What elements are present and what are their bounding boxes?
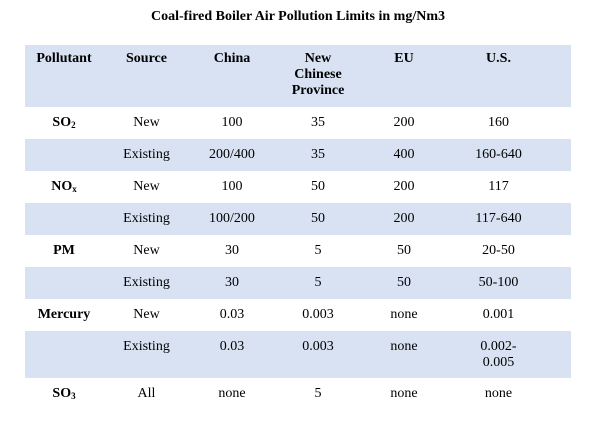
eu-cell: none	[390, 307, 418, 322]
source-cell: New	[133, 179, 160, 194]
pollutant-cell	[25, 203, 103, 235]
us-cell: 117-640	[475, 211, 522, 226]
header-source: Source	[126, 51, 167, 66]
source-cell: Existing	[123, 339, 170, 354]
eu-cell: none	[390, 339, 418, 354]
china-cell: 100	[221, 179, 243, 194]
us-cell: 160-640	[475, 147, 522, 162]
pollutant-cell: Mercury	[37, 307, 91, 322]
province-cell: 0.003	[302, 339, 334, 354]
us-cell: 160	[488, 115, 509, 130]
us-cell: 0.001	[482, 307, 515, 322]
us-cell: none	[484, 386, 513, 401]
us-cell: 0.002-0.005	[480, 339, 517, 370]
pollutant-cell: PM	[53, 243, 75, 258]
header-row	[25, 45, 571, 107]
table-row	[25, 139, 571, 171]
source-cell: All	[137, 386, 156, 401]
table-row	[25, 378, 571, 410]
source-cell: New	[133, 243, 160, 258]
source-cell: Existing	[123, 211, 170, 226]
header-pollutant: Pollutant	[36, 51, 92, 66]
us-cell: 50-100	[478, 275, 519, 290]
pollutant-cell: $NO_x$	[51, 179, 77, 194]
table-row	[25, 203, 571, 235]
province-cell: 35	[311, 115, 325, 130]
source-cell: Existing	[123, 275, 170, 290]
province-cell: 35	[311, 147, 325, 162]
pollutant-cell	[25, 331, 103, 378]
china-cell: 200/400	[209, 147, 255, 162]
header-new-chinese-province: New Chinese Province	[291, 51, 345, 98]
source-cell: Existing	[123, 147, 170, 162]
province-cell: 0.003	[302, 307, 334, 322]
pollutant-cell: $SO_3$	[52, 386, 76, 401]
china-cell: 100	[221, 115, 243, 130]
header-eu: EU	[394, 51, 414, 66]
table-row	[25, 107, 571, 139]
china-cell: 30	[225, 243, 239, 258]
source-cell: New	[133, 307, 160, 322]
china-cell: none	[218, 386, 246, 401]
pollutant-cell	[25, 267, 103, 299]
eu-cell: none	[390, 386, 418, 401]
china-cell: 100/200	[209, 211, 255, 226]
province-cell: 5	[314, 275, 322, 290]
china-cell: 0.03	[219, 339, 245, 354]
province-cell: 5	[314, 386, 322, 401]
us-cell: 20-50	[482, 243, 515, 258]
pollutant-cell: $SO_2$	[52, 115, 76, 130]
us-cell: 117	[488, 179, 509, 194]
province-cell: 5	[314, 243, 322, 258]
pollution-limits-table	[25, 45, 571, 410]
table-row	[25, 331, 571, 378]
source-cell: New	[133, 115, 160, 130]
table-row	[25, 267, 571, 299]
province-cell: 50	[311, 211, 325, 226]
header-china: China	[213, 51, 251, 66]
table-row	[25, 299, 571, 331]
table-row	[25, 235, 571, 267]
eu-cell: 50	[397, 275, 411, 290]
eu-cell: 200	[393, 179, 415, 194]
eu-cell: 200	[393, 211, 415, 226]
china-cell: 0.03	[219, 307, 245, 322]
table-row	[25, 171, 571, 203]
province-cell: 50	[311, 179, 325, 194]
header-us: U.S.	[486, 51, 511, 66]
eu-cell: 400	[393, 147, 415, 162]
eu-cell: 200	[393, 115, 415, 130]
china-cell: 30	[225, 275, 239, 290]
pollutant-cell	[25, 139, 103, 171]
table-title: Coal-fired Boiler Air Pollution Limits in mg/Nm3	[151, 9, 445, 24]
eu-cell: 50	[397, 243, 411, 258]
